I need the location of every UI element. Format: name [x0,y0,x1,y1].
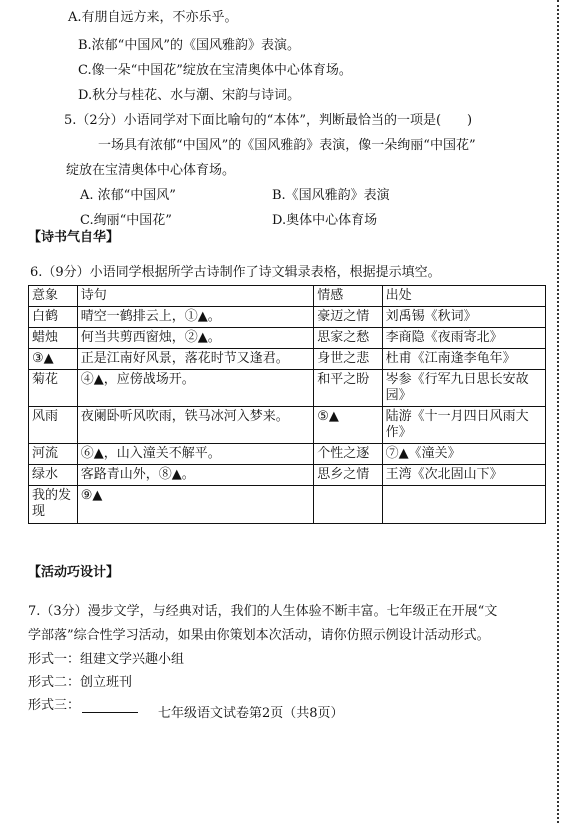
cell-verse[interactable]: 客路青山外，⑧▲。 [77,465,313,486]
q5-sentence-line2: 绽放在宝清奥体中心体育场。 [66,163,236,178]
cell-imagery: 河流 [29,444,78,465]
q7-stem-line1: 7.（3分）漫步文学，与经典对话，我们的人生体验不断丰富。七年级正在开展“文 [28,604,498,619]
cell-verse[interactable]: ⑥▲，山入潼关不解平。 [77,444,313,465]
q7-form-2: 形式二：创立班刊 [28,675,133,690]
cell-verse: 正是江南好风景，落花时节又逢君。 [77,349,313,370]
q4-option-d: D.秋分与桂花、水与潮、宋韵与诗词。 [78,88,301,103]
poetry-table [28,285,546,524]
table-row [29,349,546,370]
cell-imagery: 白鹤 [29,307,78,328]
header-emotion: 情感 [314,286,382,307]
cell-discovery-answer[interactable]: ⑨▲ [77,486,313,524]
table-row [29,370,546,407]
cell-source: 李商隐《夜雨寄北》 [382,328,545,349]
cell-verse[interactable]: 何当共剪西窗烛，②▲。 [77,328,313,349]
cell-imagery: 风雨 [29,407,78,444]
section-heading-poetry: 【诗书气自华】 [28,230,120,245]
cell-verse: 夜阑卧听风吹雨，铁马冰河入梦来。 [77,407,313,444]
cell-emotion: 个性之逐 [314,444,382,465]
section-heading-activity: 【活动巧设计】 [28,565,120,580]
cell-source [382,486,545,524]
cell-source: 刘禹锡《秋词》 [382,307,545,328]
q7-stem-line2: 学部落”综合性学习活动，如果由你策划本次活动，请你仿照示例设计活动形式。 [28,628,490,643]
q4-option-b: B.浓郁“中国风”的《国风雅韵》表演。 [78,38,300,53]
table-row [29,465,546,486]
q4-option-a: A.有朋自远方来，不亦乐乎。 [68,10,238,25]
cell-source: 岑参《行军九日思长安故园》 [382,370,545,407]
table-row-discovery [29,486,546,524]
cell-imagery: 菊花 [29,370,78,407]
q7-form-1: 形式一：组建文学兴趣小组 [28,652,185,667]
header-imagery: 意象 [29,286,78,307]
cell-emotion: 身世之悲 [314,349,382,370]
q7-form-3-label: 形式三： [28,698,81,713]
cell-imagery: 我的发现 [29,486,78,524]
q5-stem: 5.（2分）小语同学对下面比喻句的“本体”，判断最恰当的一项是( ) [64,113,473,128]
cell-verse[interactable]: ④▲，应傍战场开。 [77,370,313,407]
page-footer: 七年级语文试卷第2页（共8页） [158,706,344,721]
table-header-row [29,286,546,307]
cell-source[interactable]: ⑦▲《潼关》 [382,444,545,465]
binding-edge [555,0,559,823]
cell-emotion: 思家之愁 [314,328,382,349]
q4-option-c: C.像一朵“中国花”绽放在宝清奥体中心体育场。 [78,63,352,78]
q7-form-3-answer-blank[interactable] [82,712,138,713]
cell-emotion[interactable]: ⑤▲ [314,407,382,444]
cell-imagery: 蜡烛 [29,328,78,349]
q5-option-a: A. 浓郁“中国风” [80,188,176,203]
cell-source: 王湾《次北固山下》 [382,465,545,486]
q6-stem: 6.（9分）小语同学根据所学古诗制作了诗文辑录表格，根据提示填空。 [30,265,441,280]
q5-option-c: C.绚丽“中国花” [80,213,172,228]
table-row [29,407,546,444]
cell-emotion: 和平之盼 [314,370,382,407]
cell-imagery[interactable]: ③▲ [29,349,78,370]
table-row [29,307,546,328]
cell-emotion [314,486,382,524]
q5-option-d: D.奥体中心体育场 [272,213,378,228]
q5-sentence-line1: 一场具有浓郁“中国风”的《国风雅韵》表演，像一朵绚丽“中国花” [98,138,476,153]
table-row [29,328,546,349]
cell-imagery: 绿水 [29,465,78,486]
cell-verse[interactable]: 晴空一鹤排云上，①▲。 [77,307,313,328]
header-verse: 诗句 [77,286,313,307]
cell-source: 陆游《十一月四日风雨大作》 [382,407,545,444]
q5-option-b: B.《国风雅韵》表演 [272,188,390,203]
header-source: 出处 [382,286,545,307]
cell-emotion: 思乡之情 [314,465,382,486]
table-row [29,444,546,465]
cell-source: 杜甫《江南逢李龟年》 [382,349,545,370]
cell-emotion: 豪迈之情 [314,307,382,328]
